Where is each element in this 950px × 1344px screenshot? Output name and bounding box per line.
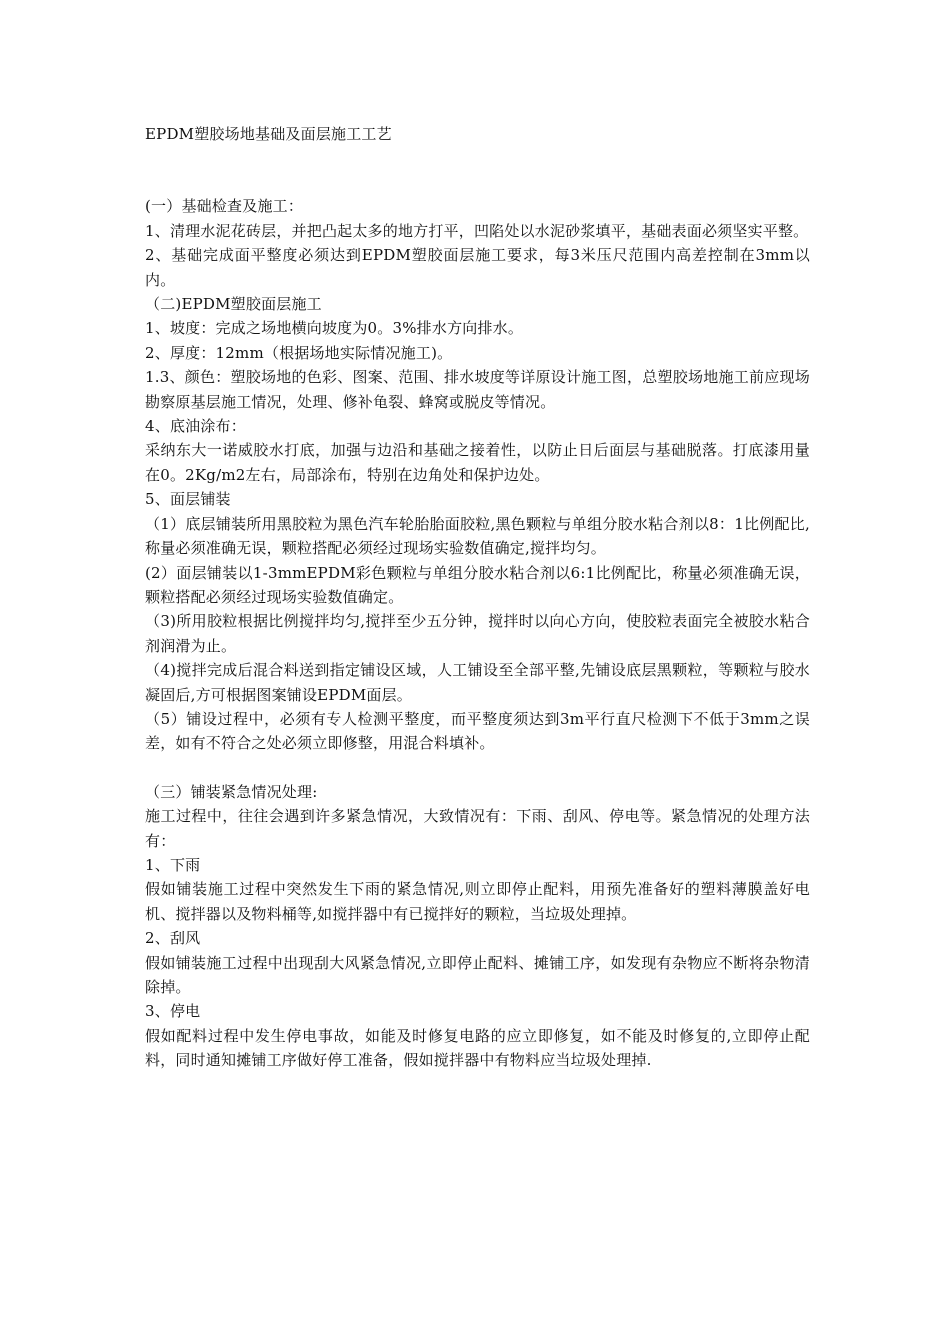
paragraph: 2、基础完成面平整度必须达到EPDM塑胶面层施工要求，每3米压尺范围内高差控制在3mm以内。 xyxy=(145,246,810,289)
paragraph: （4)搅拌完成后混合料送到指定铺设区域，人工铺设至全部平整,先铺设底层黑颗粒，等颗粒与胶水凝固后,方可根据图案铺设EPDM面层。 xyxy=(145,661,810,704)
paragraph: （3)所用胶粒根据比例搅拌均匀,搅拌至少五分钟，搅拌时以向心方向，使胶粒表面完全被胶水粘合剂润滑为止。 xyxy=(145,612,810,655)
paragraph: 3、停电 xyxy=(145,1002,201,1021)
paragraph: 2、厚度：12mm（根据场地实际情况施工)。 xyxy=(145,343,453,362)
paragraph: 1、下雨 xyxy=(145,855,201,874)
paragraph: 1、坡度：完成之场地横向坡度为0。3%排水方向排水。 xyxy=(145,319,524,338)
paragraph: 4、底油涂布： xyxy=(145,417,246,436)
section-heading: （三）铺装紧急情况处理: xyxy=(145,782,318,801)
paragraph: （1）底层铺装所用黑胶粒为黑色汽车轮胎胎面胶粒,黑色颗粒与单组分胶水粘合剂以8：1比例配比,称量必须准确无误，颗粒搭配必须经过现场实验数值确定,搅拌均匀。 xyxy=(145,514,810,558)
paragraph: 假如配料过程中发生停电事故，如能及时修复电路的应立即修复，如不能及时修复的,立即停止配料，同时通知摊铺工序做好停工准备，假如搅拌器中有物料应当垃圾处理掉. xyxy=(145,1026,810,1070)
spacer xyxy=(145,170,810,194)
paragraph: 施工过程中，往往会遇到许多紧急情况，大致情况有：下雨、刮风、停电等。紧急情况的处理方法有： xyxy=(145,807,810,850)
paragraph: 假如铺装施工过程中突然发生下雨的紧急情况,则立即停止配料，用预先准备好的塑料薄膜盖好电机、搅拌器以及物料桶等,如搅拌器中有已搅拌好的颗粒，当垃圾处理掉。 xyxy=(145,880,810,923)
paragraph: (2）面层铺装以1-3mmEPDM彩色颗粒与单组分胶水粘合剂以6:1比例配比，称量必须准确无误，颗粒搭配必须经过现场实验数值确定。 xyxy=(145,563,810,606)
document-title: EPDM塑胶场地基础及面层施工工艺 xyxy=(145,125,392,143)
paragraph: 假如铺装施工过程中出现刮大风紧急情况,立即停止配料、摊铺工序，如发现有杂物应不断将杂物清除掉。 xyxy=(145,953,810,996)
paragraph: 2、刮风 xyxy=(145,929,201,948)
paragraph: 采纳东大一诺威胶水打底，加强与边沿和基础之接着性，以防止日后面层与基础脱落。打底漆用量在0。2Kg/m2左右，局部涂布，特别在边角处和保护边处。 xyxy=(145,441,810,484)
paragraph: 1.3、颜色：塑胶场地的色彩、图案、范围、排水坡度等详原设计施工图，总塑胶场地施工前应现场勘察原基层施工情况，处理、修补龟裂、蜂窝或脱皮等情况。 xyxy=(145,368,810,411)
section-heading: （二)EPDM塑胶面层施工 xyxy=(145,295,322,314)
section-heading: (一）基础检查及施工： xyxy=(145,197,304,216)
document-body xyxy=(145,122,810,1073)
paragraph: （5）铺设过程中，必须有专人检测平整度，而平整度须达到3m平行直尺检测下不低于3mm之误差，如有不符合之处必须立即修整，用混合料填补。 xyxy=(145,709,810,753)
paragraph: 5、面层铺装 xyxy=(145,490,231,509)
spacer xyxy=(145,756,810,780)
paragraph: 1、清理水泥花砖层，并把凸起太多的地方打平，凹陷处以水泥砂浆填平，基础表面必须坚实平整。 xyxy=(145,221,809,240)
